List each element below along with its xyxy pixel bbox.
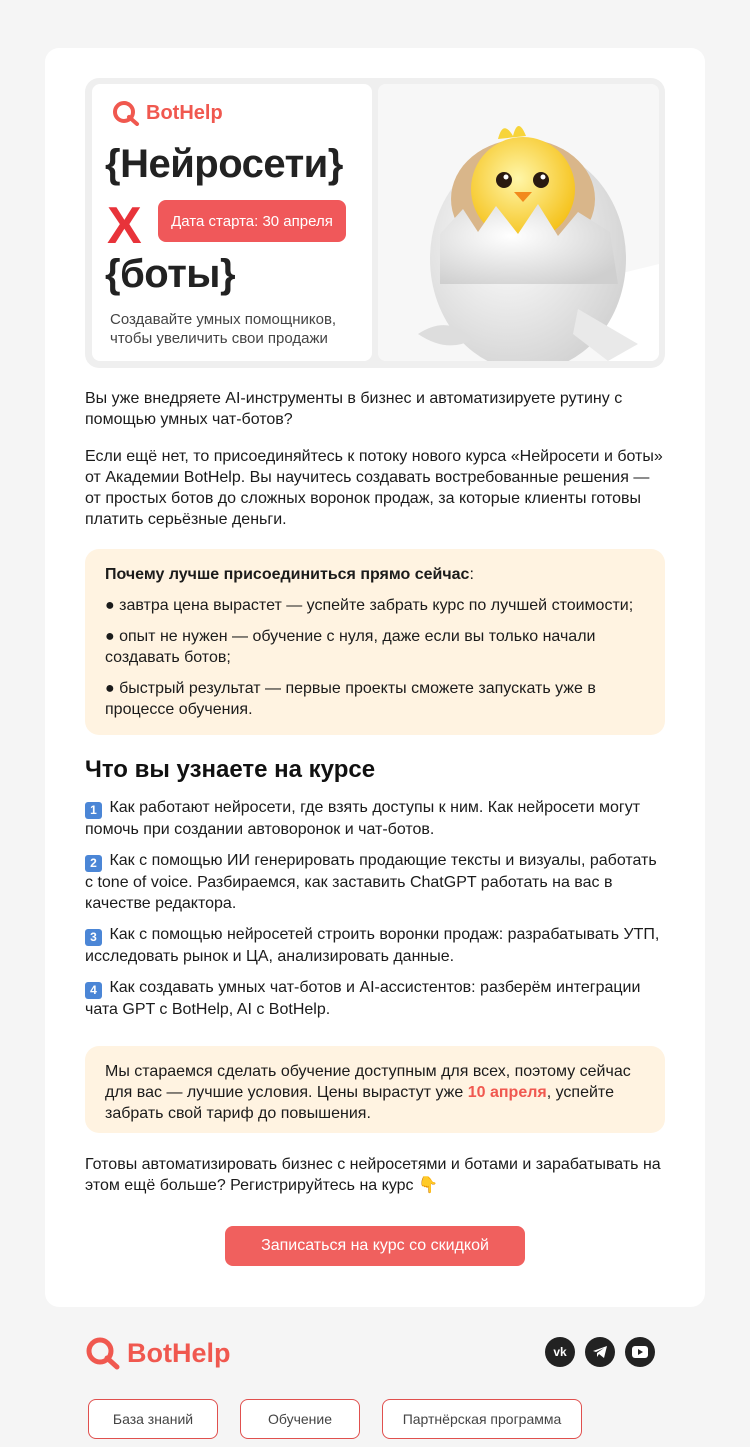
hero-title-line1: {Нейросети} [105, 142, 343, 186]
course-topic [85, 797, 665, 840]
hero-banner [85, 78, 665, 368]
knowledge-base-link[interactable]: База знаний [88, 1399, 218, 1439]
why-item: ● опыт не нужен — обучение с нуля, даже если вы только начали создавать ботов; [105, 628, 596, 666]
course-topic [85, 924, 665, 967]
hero-title-line2: {боты} [105, 252, 236, 296]
course-heading: Что вы узнаете на курсе [85, 756, 376, 783]
hero-brand-name: BotHelp [146, 101, 223, 124]
course-topic-text: Как работают нейросети, где взять доступы к ним. Как нейросети могут помочь при создании автоворонок и чат-ботов. [85, 799, 641, 838]
bothelp-logo-icon [112, 100, 140, 126]
course-topic [85, 850, 665, 914]
footer-brand-name: BotHelp [127, 1337, 231, 1368]
why-heading: Почему лучше присоединиться прямо сейчас [105, 566, 470, 583]
chick-egg-illustration [378, 84, 659, 361]
number-2-icon: 2 [85, 855, 102, 872]
learning-link[interactable]: Обучение [240, 1399, 360, 1439]
vk-glyph: vk [553, 1345, 567, 1359]
telegram-icon[interactable] [585, 1337, 615, 1367]
hero-logo [112, 100, 223, 126]
enroll-discount-button[interactable]: Записаться на курс со скидкой [225, 1226, 525, 1266]
course-topic-text: Как с помощью нейросетей строить воронки продаж: разрабатывать УТП, исследовать рынок и ЦА, анализировать данные. [85, 926, 660, 965]
vk-icon[interactable] [545, 1337, 575, 1367]
why-item: ● завтра цена вырастет — успейте забрать курс по лучшей стоимости; [105, 597, 634, 614]
price-note-box [85, 1046, 665, 1133]
intro-paragraph-1: Вы уже внедряете AI-инструменты в бизнес и автоматизируете рутину с помощью умных чат-ботов? [85, 390, 623, 428]
course-topics-list [85, 797, 665, 1030]
why-heading-colon: : [469, 566, 474, 583]
youtube-icon[interactable] [625, 1337, 655, 1367]
price-note-before: Мы стараемся сделать обучение доступным для всех, поэтому сейчас для вас — лучшие условия. Цены вырастут уже [105, 1063, 631, 1101]
partner-program-link[interactable]: Партнёрская программа [382, 1399, 582, 1439]
why-item: ● быстрый результат — первые проекты сможете запускать уже в процессе обучения. [105, 680, 596, 718]
number-4-icon: 4 [85, 982, 102, 999]
bothelp-logo-icon [85, 1336, 121, 1370]
why-heading-line [105, 564, 645, 585]
hero-x-mark: Х [107, 197, 142, 255]
course-topic [85, 977, 665, 1020]
hero-image-chick-in-egg [378, 84, 659, 361]
start-date-badge: Дата старта: 30 апреля [158, 200, 346, 242]
closing-paragraph: Готовы автоматизировать бизнес с нейросетями и ботами и зарабатывать на этом ещё больше? Регистрируйтесь на курс 👇 [85, 1156, 661, 1194]
hero-text-panel [92, 84, 372, 361]
telegram-glyph [592, 1345, 608, 1359]
youtube-glyph [632, 1346, 648, 1358]
course-topic-text: Как с помощью ИИ генерировать продающие тексты и визуалы, работать с tone of voice. Разбираемся, как заставить ChatGPT работать на вас в качестве редактора. [85, 852, 657, 912]
number-1-icon: 1 [85, 802, 102, 819]
footer-logo[interactable] [85, 1336, 231, 1370]
number-3-icon: 3 [85, 929, 102, 946]
hero-subtitle: Создавайте умных помощников, чтобы увеличить свои продажи [110, 311, 337, 347]
price-note-after: , успейте забрать свой тариф до повышения. [105, 1084, 614, 1122]
price-increase-date: 10 апреля [467, 1084, 547, 1101]
why-now-box [85, 549, 665, 735]
intro-paragraph-2: Если ещё нет, то присоединяйтесь к потоку нового курса «Нейросети и боты» от Академии BotHelp. Вы научитесь создавать востребованные решения — от простых ботов до сложных воронок продаж, за которые клиенты готовы платить серьёзные деньги. [85, 448, 663, 528]
course-topic-text: Как создавать умных чат-ботов и AI-ассистентов: разберём интеграции чата GPT с BotHelp, AI с BotHelp. [85, 979, 641, 1018]
email-card [45, 48, 705, 1307]
price-note-text [105, 1061, 645, 1124]
